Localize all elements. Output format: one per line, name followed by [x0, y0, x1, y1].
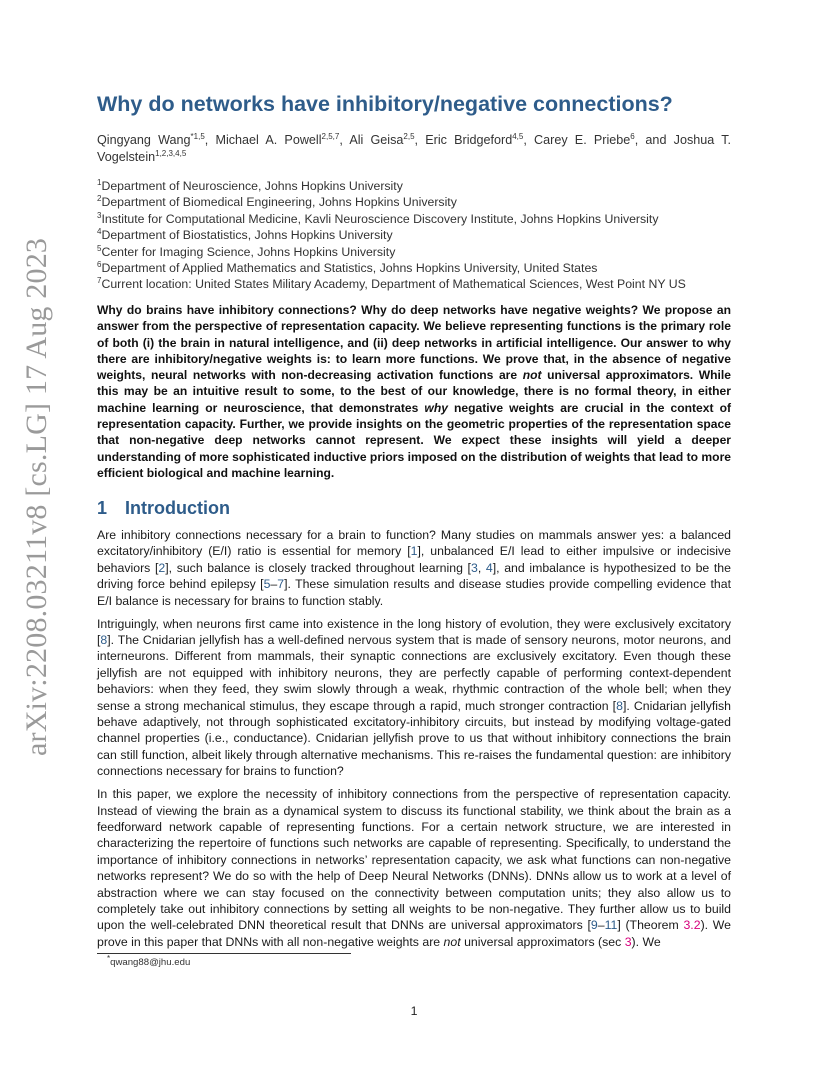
author-name: Joshua T. Vogelstein	[97, 133, 732, 164]
citation-link[interactable]: 2	[158, 560, 166, 575]
author-affiliation-mark: 6	[630, 131, 635, 141]
paragraph-text: ,	[477, 560, 486, 575]
affiliation-text: Institute for Computational Medicine, Kavli Neuroscience Discovery Institute, Johns Hopkins University	[101, 211, 659, 226]
affiliation-item	[97, 276, 731, 292]
paragraph-text: ). We	[631, 934, 661, 949]
affiliation-number: 3	[97, 210, 102, 220]
affiliation-number: 6	[97, 259, 102, 269]
affiliation-number: 4	[97, 227, 102, 237]
section-number: 1	[97, 498, 108, 518]
author-affiliation-mark: *1,5	[190, 131, 205, 141]
paragraph	[97, 616, 731, 780]
abstract-text: universal approximators. While this may be an intuitive result to some, to the best of our knowledge, there is no formal theory, in either machine learning or neuroscience, that demonstrates	[97, 368, 731, 415]
paragraph-text: ]. These simulation results and disease studies provide compelling evidence that E/I balance is necessary for brains to function stably.	[97, 577, 731, 608]
footnote	[107, 953, 191, 968]
affiliation-number: 7	[97, 276, 102, 286]
author-affiliation-mark: 4,5	[512, 131, 524, 141]
affiliation-text: Department of Applied Mathematics and Statistics, Johns Hopkins University, United States	[101, 261, 598, 276]
paragraph-text: Are inhibitory connections necessary for a brain to function? Many studies on mammals answer yes: a balanced excitatory/inhibitory (E/I) ratio is essential for memory [	[97, 528, 731, 559]
citation-link[interactable]: 3	[470, 560, 478, 575]
affiliation-number: 1	[97, 177, 102, 187]
paragraph-text: ). We prove in this paper that DNNs with all non-negative weights are	[97, 918, 732, 949]
affiliation-item	[97, 260, 731, 276]
section-link[interactable]: 3	[624, 934, 632, 949]
affiliation-item	[97, 194, 731, 210]
author-name: Eric Bridgeford	[425, 133, 513, 147]
paragraph	[97, 786, 731, 950]
page-number: 1	[410, 1004, 418, 1018]
author-separator: ,	[414, 133, 426, 147]
paragraph-text: In this paper, we explore the necessity of inhibitory connections from the perspective of representation capacity. Instead of viewing the brain as a dynamical system to discuss its functional stability, we think about the brain as a feedforward network capable of representing functions. For a certain network structure, we are interested in characterizing the repertoire of functions such networks are capable of representing. Specifically, to understand the importance of inhibitory connections in networks’ representation capacity, we ask what functions can non-negative networks represent? We do so with the help of Deep Neural Networks (DNNs). DNNs allow us to work at a level of abstraction where we can stay focused on the connectivity between computation units; they also allow us to completely take out inhibitory connections by setting all weights to be non-negative. They further allow us to build upon the well-celebrated DNN theoretical result that DNNs are universal approximators [	[97, 787, 731, 933]
paper-title: Why do networks have inhibitory/negative connections?	[97, 92, 673, 116]
affiliation-item	[97, 211, 731, 227]
paragraph-text: ]. The Cnidarian jellyfish has a well-defined nervous system that is made of sensory neurons, motor neurons, and interneurons. Different from mammals, their synaptic connections are exclusively excitatory. Even though these jellyfish are not equipped with inhibitory neurons, they are perfectly capable of performing context-dependent behaviors: when they feed, they swim slowly through a weak, rhythmic contraction of the whole bell; when they sense a strong mechanical stimulus, they escape through a rapid, much stronger contraction [	[97, 632, 731, 713]
footnote-rule	[97, 953, 351, 954]
theorem-link[interactable]: 3.2	[683, 918, 701, 933]
citation-link[interactable]: 11	[604, 918, 618, 933]
citation-range-dash: –	[597, 918, 605, 933]
author-name: Michael A. Powell	[215, 133, 322, 147]
paragraph-text: ], unbalanced E/I lead to either impulsive or indecisive behaviors [	[97, 544, 731, 575]
citation-link[interactable]: 8	[616, 698, 623, 713]
author-name: Qingyang Wang	[97, 133, 191, 147]
affiliation-text: Department of Biostatistics, Johns Hopkins University	[101, 228, 393, 243]
footnote-mark: *	[107, 953, 111, 963]
citation-link[interactable]: 8	[100, 632, 108, 647]
affiliation-text: Current location: United States Military Academy, Department of Mathematical Sciences, West Point NY US	[101, 277, 686, 292]
citation-link[interactable]: 9	[590, 918, 598, 933]
author-separator: ,	[523, 133, 535, 147]
affiliation-text: Department of Neuroscience, Johns Hopkins University	[101, 179, 403, 193]
paragraph-text: universal approximators (sec	[460, 934, 625, 949]
citation-link[interactable]: 1	[410, 544, 418, 559]
body-text	[97, 527, 731, 957]
affiliation-number: 5	[97, 243, 102, 253]
author-separator: ,	[339, 133, 350, 147]
paragraph-text: ], and imbalance is hypothesized to be the driving force behind epilepsy [	[97, 560, 731, 592]
author-affiliation-mark: 2,5	[403, 131, 415, 141]
abstract	[97, 302, 731, 481]
author-list	[97, 132, 731, 166]
paragraph-text: ], such balance is closely tracked throughout learning [	[165, 560, 471, 575]
author-name: Ali Geisa	[349, 133, 404, 147]
affiliation-list	[97, 178, 731, 293]
citation-link[interactable]: 7	[277, 577, 285, 592]
author-name: Carey E. Priebe	[534, 133, 631, 147]
citation-range-dash: –	[270, 577, 278, 592]
section-title: Introduction	[125, 498, 230, 518]
citation-link[interactable]: 4	[485, 560, 493, 575]
abstract-emphasis: not	[522, 368, 542, 383]
affiliation-number: 2	[97, 194, 102, 204]
paragraph-text: ]. Cnidarian jellyfish behave adaptively, not through sophisticated excitatory-inhibitory circuits, but instead by modifying voltage-gated channel properties (i.e., conductance). Cnidarian jellyfish prove to us that without inhibitory connections the brain can still function, albeit likely through alternative mechanisms. This re-raises the fundamental question: are inhibitory connections necessary for brains to function?	[97, 698, 731, 779]
paragraph-text: Intriguingly, when neurons first came into existence in the long history of evolution, they were exclusively excitatory [	[97, 616, 731, 647]
affiliation-item	[97, 178, 731, 194]
paragraph-emphasis: not	[443, 934, 461, 949]
affiliation-text: Center for Imaging Science, Johns Hopkins University	[101, 244, 396, 259]
author-separator: , and	[634, 133, 674, 147]
affiliation-text: Department of Biomedical Engineering, Johns Hopkins University	[101, 195, 457, 210]
affiliation-item	[97, 244, 731, 260]
section-heading	[97, 498, 230, 519]
abstract-text: negative weights are crucial in the context of representation capacity. Further, we provide insights on the geometric properties of the representation space that non-negative deep networks cannot represent. We expect these insights will yield a deeper understanding of more sophisticated inductive priors imposed on the distribution of weights that lead to more efficient biological and machine learning.	[97, 400, 731, 480]
paragraph	[97, 527, 731, 609]
affiliation-item	[97, 227, 731, 243]
author-affiliation-mark: 2,5,7	[321, 131, 340, 141]
citation-link[interactable]: 5	[263, 577, 271, 592]
author-affiliation-mark: 1,2,3,4,5	[155, 148, 187, 158]
paragraph-text: ] (Theorem	[617, 918, 684, 933]
author-separator: ,	[204, 133, 216, 147]
abstract-emphasis: why	[424, 400, 448, 415]
arxiv-side-stamp: arXiv:2208.03211v8 [cs.LG] 17 Aug 2023	[20, 237, 53, 756]
footnote-email: qwang88@jhu.edu	[110, 957, 191, 968]
abstract-text: Why do brains have inhibitory connections? Why do deep networks have negative weights? We propose an answer from the perspective of representation capacity. We believe representing functions is the primary role of both (i) the brain in natural intelligence, and (ii) deep networks in artificial intelligence. Our answer to why there are inhibitory/negative weights is: to learn more functions. We prove that, in the absence of negative weights, neural networks with non-decreasing activation functions are	[97, 303, 731, 383]
